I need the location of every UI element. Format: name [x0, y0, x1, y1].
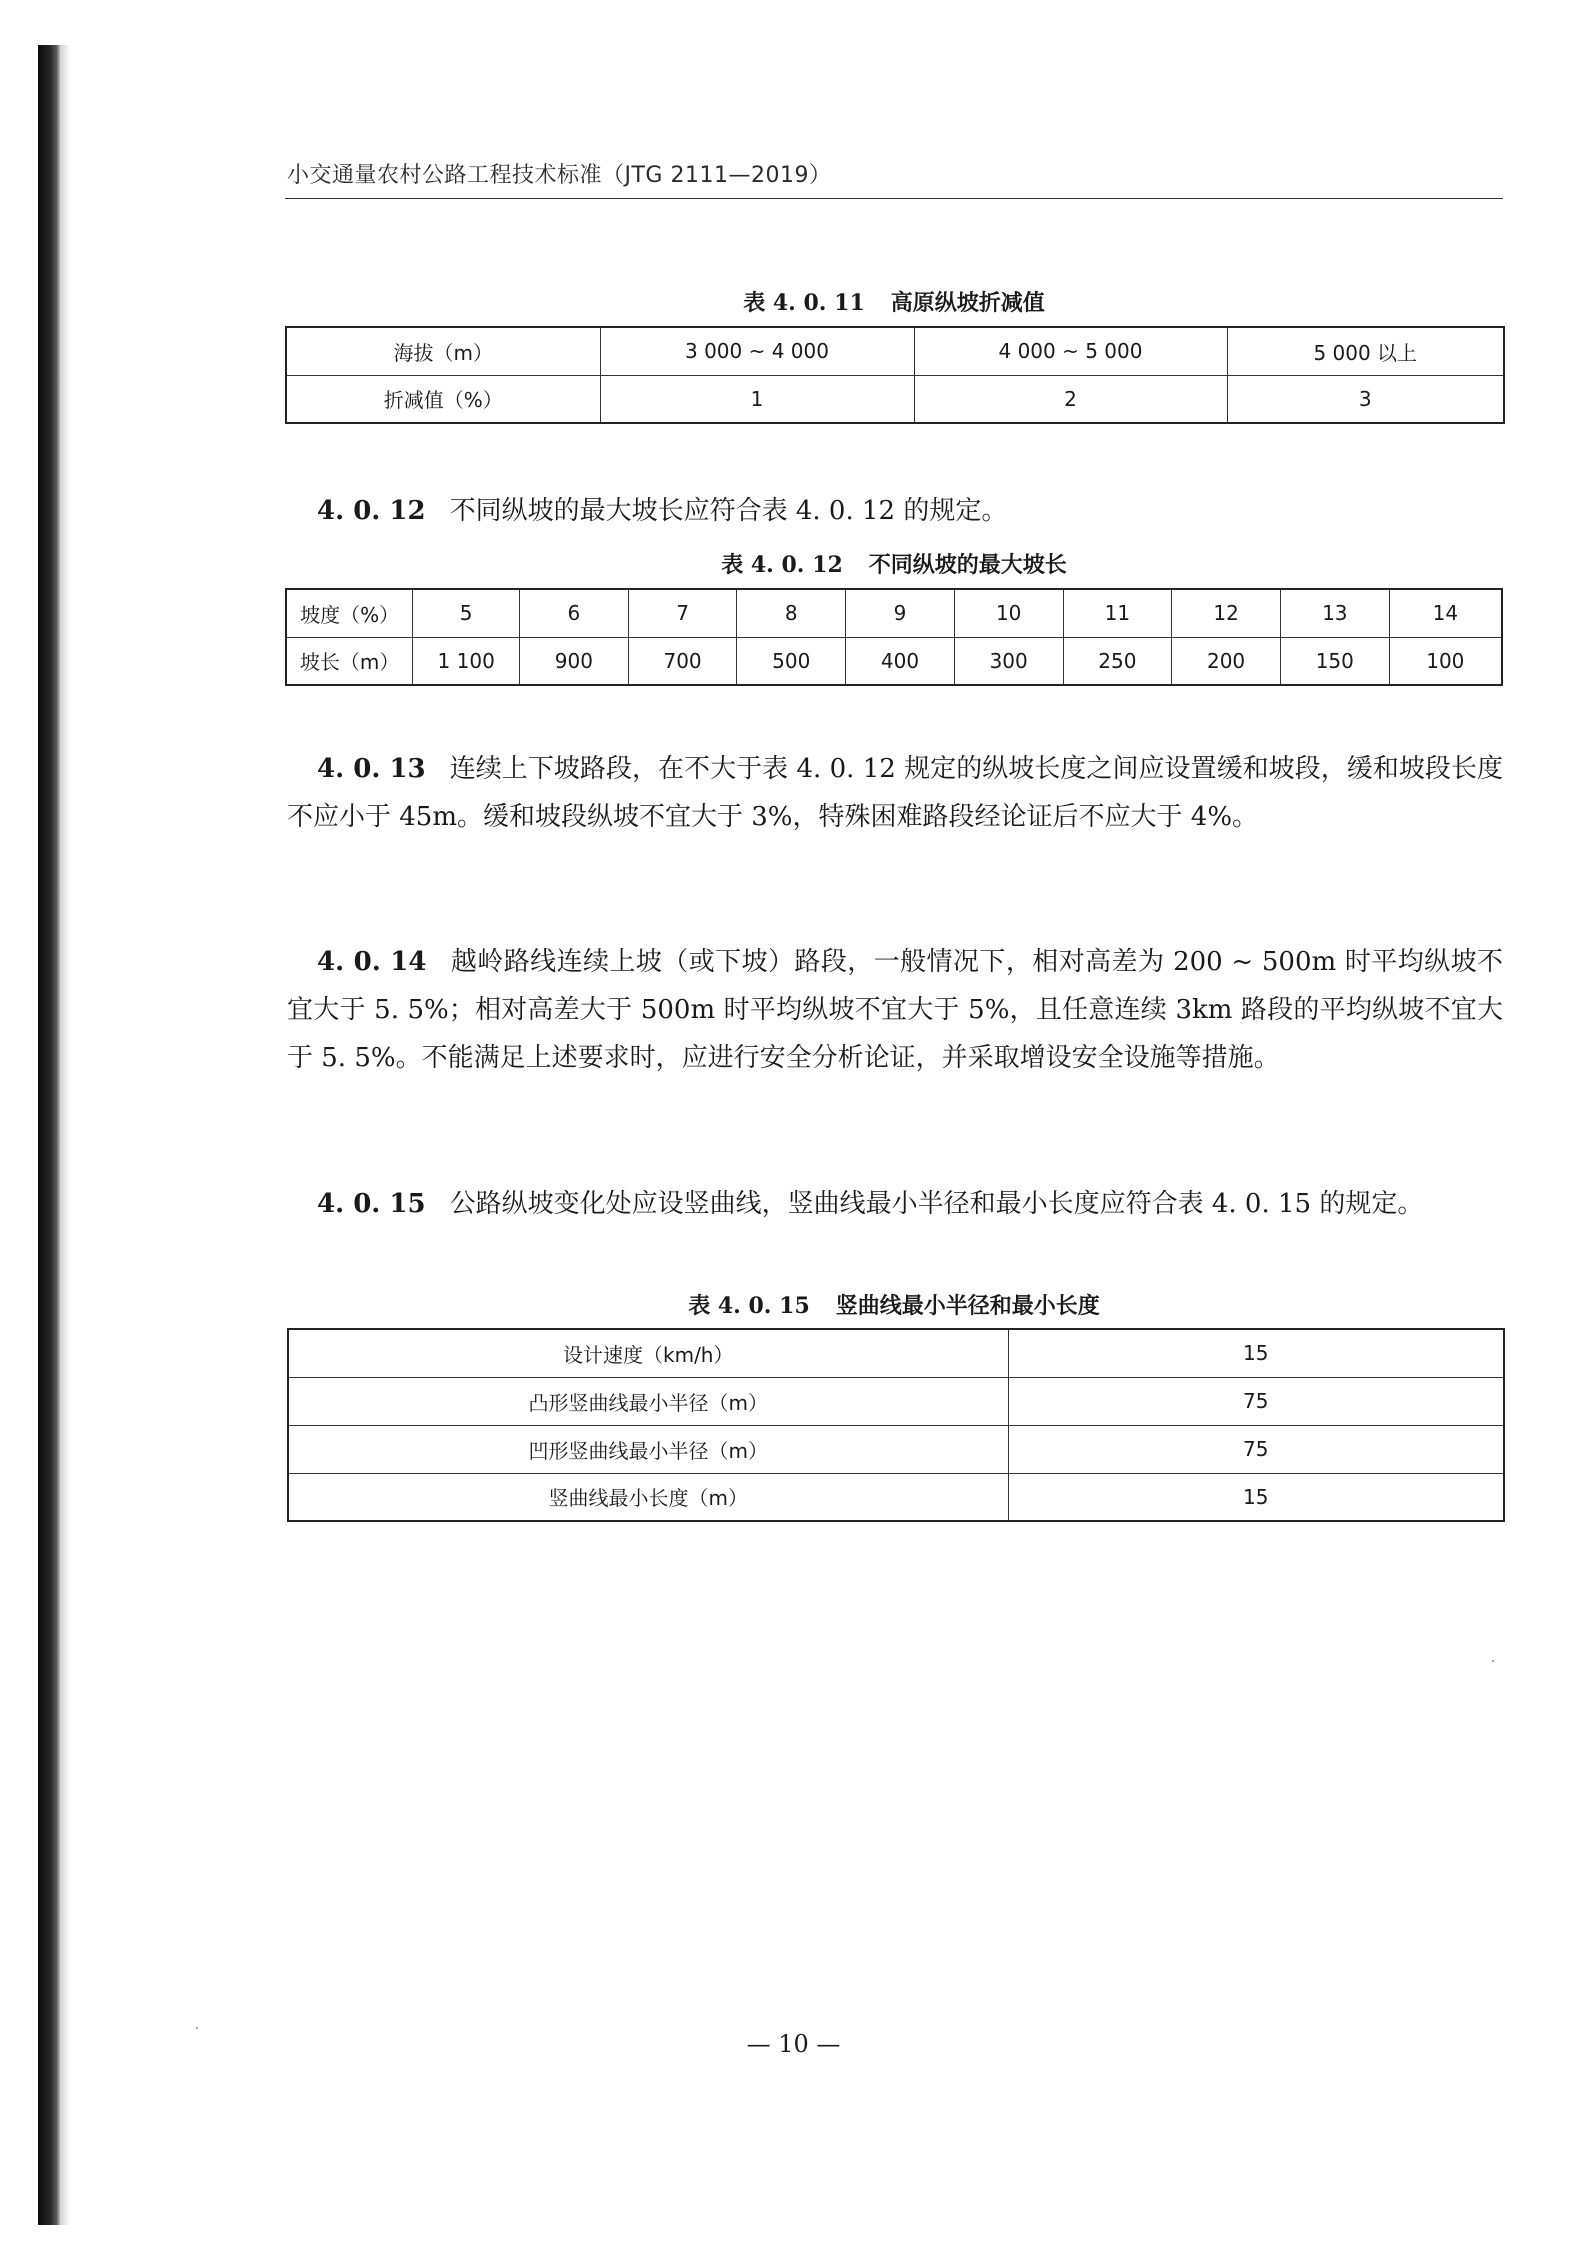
clause-4-0-14: [287, 938, 1503, 1082]
table-4-0-15-caption: [285, 1289, 1503, 1320]
table-cell: 12: [1172, 589, 1281, 637]
clause-4-0-12: [287, 487, 1503, 535]
table-cell: 900: [520, 637, 629, 685]
table-row: [288, 1425, 1504, 1473]
table-cell: 75: [1008, 1425, 1504, 1473]
table-cell: 150: [1280, 637, 1389, 685]
table-cell: 坡长（m）: [286, 637, 413, 685]
table-cell: 1: [600, 375, 914, 423]
table-cell: 4 000 ~ 5 000: [914, 327, 1227, 375]
table-cell: 15: [1008, 1473, 1504, 1521]
table-4-0-15-title: 竖曲线最小半径和最小长度: [835, 1294, 1100, 1319]
table-row: [286, 375, 1504, 423]
table-cell: 坡度（%）: [286, 589, 413, 637]
table-row: [286, 589, 1502, 637]
table-4-0-15: [287, 1328, 1505, 1522]
clause-text: 公路纵坡变化处应设竖曲线，竖曲线最小半径和最小长度应符合表 4. 0. 15 的规定。: [449, 1189, 1424, 1219]
table-cell: 设计速度（km/h）: [288, 1329, 1008, 1377]
clause-number: 4. 0. 15: [317, 1189, 426, 1219]
clause-text: 越岭路线连续上坡（或下坡）路段，一般情况下，相对高差为 200 ~ 500m 时平均纵坡不宜大于 5. 5%；相对高差大于 500m 时平均纵坡不宜大于 5%，且任意连续 3km 路段的平均纵坡不宜大于 5. 5%。不能满足上述要求时，应进行安全分析论证，并采取增设安全设施等措施。: [287, 947, 1503, 1073]
table-4-0-12-caption: [285, 548, 1503, 579]
table-cell: 凸形竖曲线最小半径（m）: [288, 1377, 1008, 1425]
running-header: 小交通量农村公路工程技术标准（JTG 2111—2019）: [287, 163, 832, 188]
table-4-0-15-number: 表 4. 0. 15: [688, 1293, 810, 1319]
table-cell: 11: [1063, 589, 1172, 637]
table-cell: 1 100: [413, 637, 520, 685]
table-cell: 400: [846, 637, 955, 685]
table-cell: 10: [954, 589, 1063, 637]
table-cell: 海拔（m）: [286, 327, 600, 375]
header-rule: [285, 198, 1503, 199]
table-row: [288, 1377, 1504, 1425]
table-cell: 3 000 ~ 4 000: [600, 327, 914, 375]
table-cell: 9: [846, 589, 955, 637]
table-4-0-12: [285, 588, 1503, 686]
scan-speck: [196, 2027, 198, 2029]
table-cell: 3: [1227, 375, 1504, 423]
table-cell: 200: [1172, 637, 1281, 685]
table-4-0-12-title: 不同纵坡的最大坡长: [868, 553, 1067, 578]
table-cell: 300: [954, 637, 1063, 685]
clause-number: 4. 0. 14: [317, 947, 427, 977]
clause-text: 不同纵坡的最大坡长应符合表 4. 0. 12 的规定。: [449, 496, 1008, 526]
table-4-0-11: [285, 326, 1505, 424]
table-cell: 15: [1008, 1329, 1504, 1377]
table-4-0-12-number: 表 4. 0. 12: [721, 552, 843, 578]
table-cell: 7: [628, 589, 737, 637]
table-row: [288, 1473, 1504, 1521]
table-cell: 14: [1389, 589, 1502, 637]
table-cell: 700: [628, 637, 737, 685]
clause-4-0-15: [287, 1180, 1503, 1228]
table-cell: 8: [737, 589, 846, 637]
clause-4-0-13: [287, 745, 1503, 841]
table-cell: 75: [1008, 1377, 1504, 1425]
table-cell: 6: [520, 589, 629, 637]
table-4-0-11-caption: [285, 286, 1503, 317]
table-cell: 100: [1389, 637, 1502, 685]
table-cell: 500: [737, 637, 846, 685]
table-cell: 250: [1063, 637, 1172, 685]
table-cell: 2: [914, 375, 1227, 423]
table-row: [288, 1329, 1504, 1377]
clause-number: 4. 0. 12: [317, 496, 426, 526]
table-4-0-11-title: 高原纵坡折减值: [890, 291, 1045, 316]
table-cell: 凹形竖曲线最小半径（m）: [288, 1425, 1008, 1473]
table-cell: 5: [413, 589, 520, 637]
scan-binding-shadow: [60, 45, 70, 2225]
table-row: [286, 637, 1502, 685]
scan-binding-edge: [38, 45, 60, 2225]
clause-text: 连续上下坡路段，在不大于表 4. 0. 12 规定的纵坡长度之间应设置缓和坡段，缓和坡段长度不应小于 45m。缓和坡段纵坡不宜大于 3%，特殊困难路段经论证后不应大于 4%。: [287, 754, 1503, 832]
table-4-0-11-number: 表 4. 0. 11: [743, 290, 865, 316]
scan-speck: [1492, 1660, 1494, 1662]
table-cell: 13: [1280, 589, 1389, 637]
clause-number: 4. 0. 13: [317, 754, 426, 784]
table-row: [286, 327, 1504, 375]
table-cell: 5 000 以上: [1227, 327, 1504, 375]
table-cell: 折减值（%）: [286, 375, 600, 423]
table-cell: 竖曲线最小长度（m）: [288, 1473, 1008, 1521]
page-number: — 10 —: [746, 2030, 841, 2058]
